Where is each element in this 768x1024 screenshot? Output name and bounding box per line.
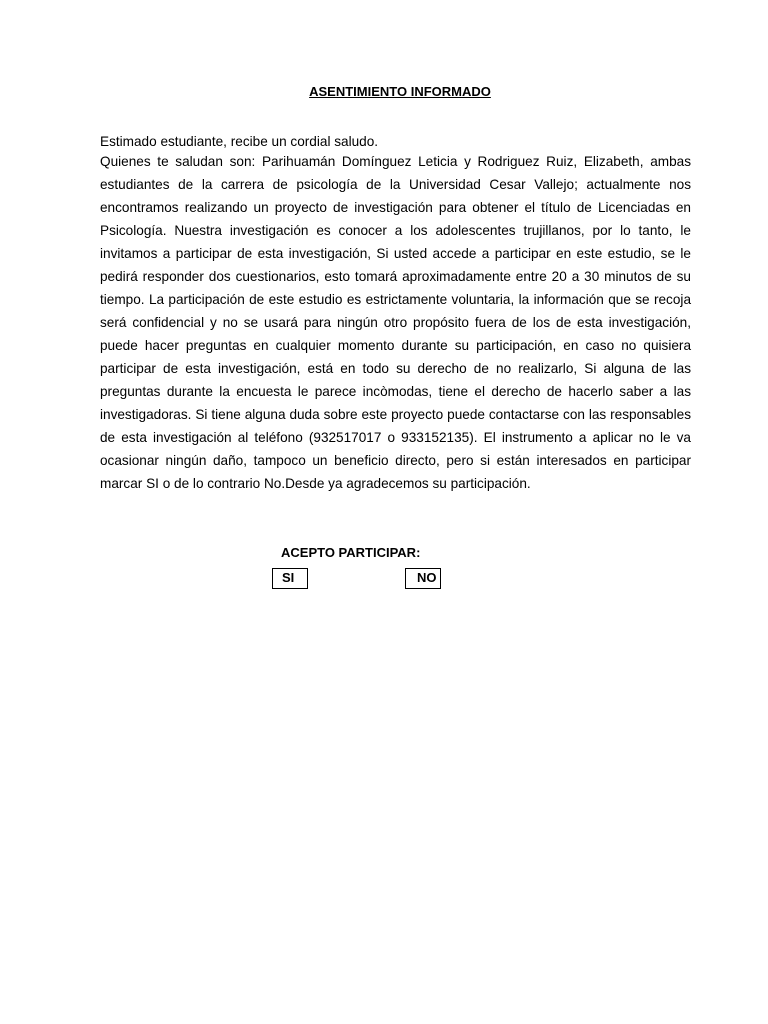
no-option-box[interactable]: NO bbox=[405, 568, 441, 589]
body-paragraph: Quienes te saludan son: Parihuamán Domínguez Leticia y Rodriguez Ruiz, Elizabeth, ambas estudiantes de la carrera de psicología de la Universidad Cesar Vallejo; actualmente nos encontramos realizando un proyecto de investigación para obtener el título de Licenciadas en Psicología. Nuestra investigación es conocer a los adolescentes trujillanos, por lo tanto, le invitamos a participar de esta investigación, Si usted accede a participar en este estudio, se le pedirá responder dos cuestionarios, esto tomará aproximadamente entre 20 a 30 minutos de su tiempo. La participación de este estudio es estrictamente voluntaria, la información que se recoja será confidencial y no se usará para ningún otro propósito fuera de los de esta investigación, puede hacer preguntas en cualquier momento durante su participación, en caso no quisiera participar de esta investigación, está en todo su derecho de no realizarlo, Si alguna de las preguntas durante la encuesta le parece incòmodas, tiene el derecho de hacerlo saber a las investigadoras. Si tiene alguna duda sobre este proyecto puede contactarse con las responsables de esta investigación al teléfono (932517017 o 933152135). El instrumento a aplicar no le va ocasionar ningún daño, tampoco un beneficio directo, pero si están interesados en participar marcar SI o de lo contrario No.Desde ya agradecemos su participación. bbox=[100, 154, 691, 491]
greeting-paragraph: Estimado estudiante, recibe un cordial saludo. bbox=[100, 134, 379, 149]
accept-participation-label: ACEPTO PARTICIPAR: bbox=[281, 545, 421, 560]
yes-option-box[interactable]: SI bbox=[272, 568, 308, 589]
document-title: ASENTIMIENTO INFORMADO bbox=[309, 84, 491, 99]
